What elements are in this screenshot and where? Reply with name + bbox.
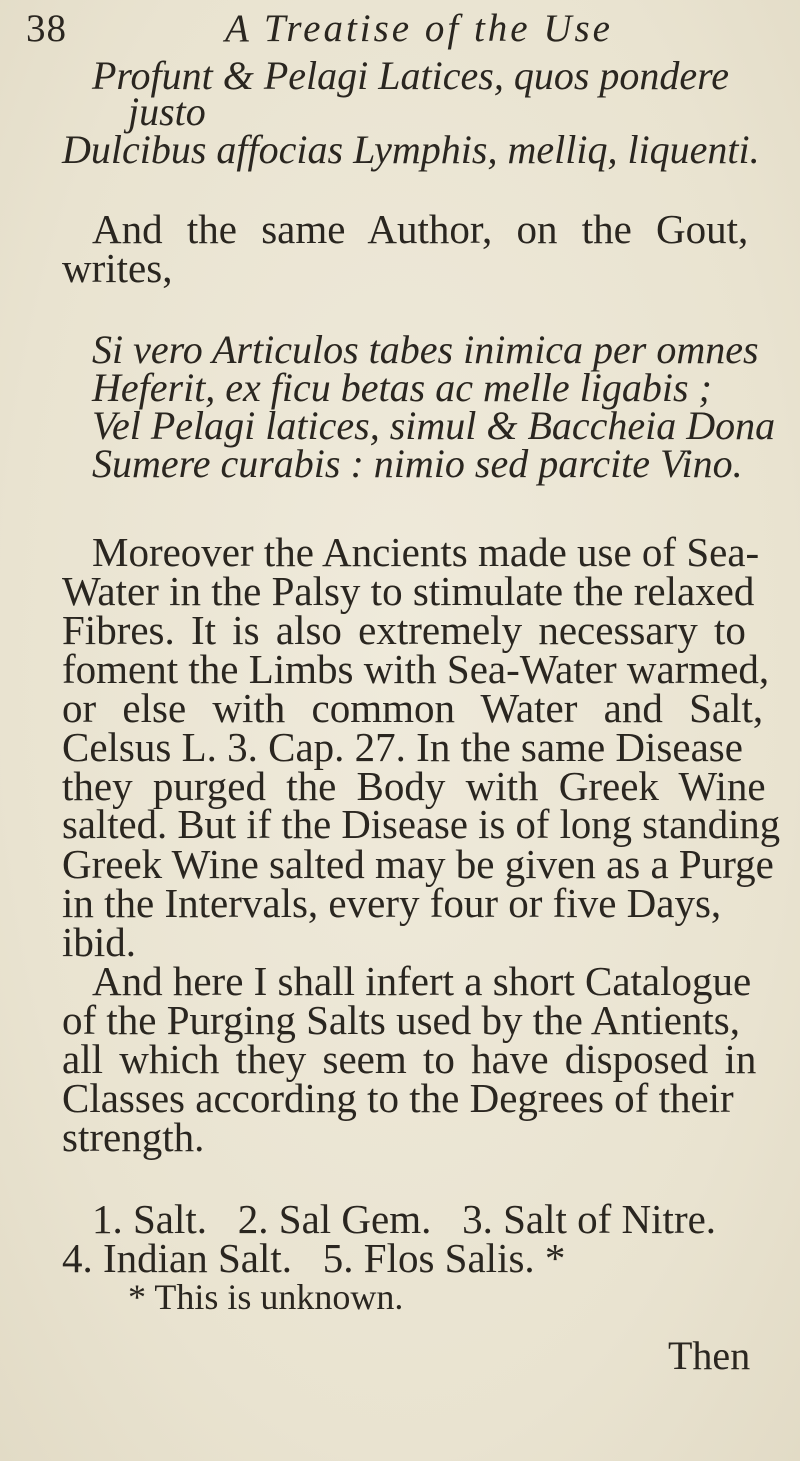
footnote: * This is unknown. (128, 1277, 404, 1317)
text-line: in the Intervals, every four or five Days, (62, 880, 722, 926)
salt-list-line: 1. Salt. 2. Sal Gem. 3. Salt of Nitre. (92, 1196, 717, 1242)
catchword: Then (668, 1333, 751, 1378)
text-line: Water in the Palsy to stimulate the relaxed (62, 568, 755, 614)
verse-line: Si vero Articulos tabes inimica per omnes (92, 327, 759, 372)
text-line: Fibres. It is also extremely necessary to (62, 607, 746, 653)
verse-line: Vel Pelagi latices, simul & Baccheia Dona (92, 403, 776, 448)
text-line: writes, (62, 245, 173, 291)
text-line: Celsus L. 3. Cap. 27. In the same Disease (62, 724, 743, 770)
text-line: strength. (62, 1114, 205, 1160)
text-line: all which they seem to have disposed in (62, 1036, 757, 1082)
verse-line: Profunt & Pelagi Latices, quos pondere (92, 53, 729, 98)
text-line: Greek Wine salted may be given as a Purge (62, 841, 774, 887)
text-line: Moreover the Ancients made use of Sea- (92, 529, 760, 575)
text-line: ibid. (62, 919, 137, 965)
page-number: 38 (26, 7, 67, 50)
verse-line: Heferit, ex ficu betas ac melle ligabis ; (92, 365, 712, 410)
text-line: or else with common Water and Salt, (62, 685, 764, 731)
verse-line: Sumere curabis : nimio sed parcite Vino. (92, 441, 743, 486)
text-line: salted. But if the Disease is of long standing (62, 802, 781, 847)
verse-line: justo (128, 89, 206, 134)
text-line: And the same Author, on the Gout, (92, 206, 749, 252)
verse-line: Dulcibus affocias Lymphis, melliq, liquenti. (62, 127, 760, 172)
salt-list-line: 4. Indian Salt. 5. Flos Salis. * (62, 1235, 566, 1281)
running-title: A Treatise of the Use (225, 7, 613, 50)
text-line: foment the Limbs with Sea-Water warmed, (62, 646, 770, 692)
text-line: they purged the Body with Greek Wine (62, 763, 766, 809)
text-line: And here I shall infert a short Catalogue (92, 958, 752, 1004)
running-head (0, 6, 800, 56)
text-line: Classes according to the Degrees of their (62, 1075, 734, 1121)
text-line: of the Purging Salts used by the Antients, (62, 997, 741, 1043)
